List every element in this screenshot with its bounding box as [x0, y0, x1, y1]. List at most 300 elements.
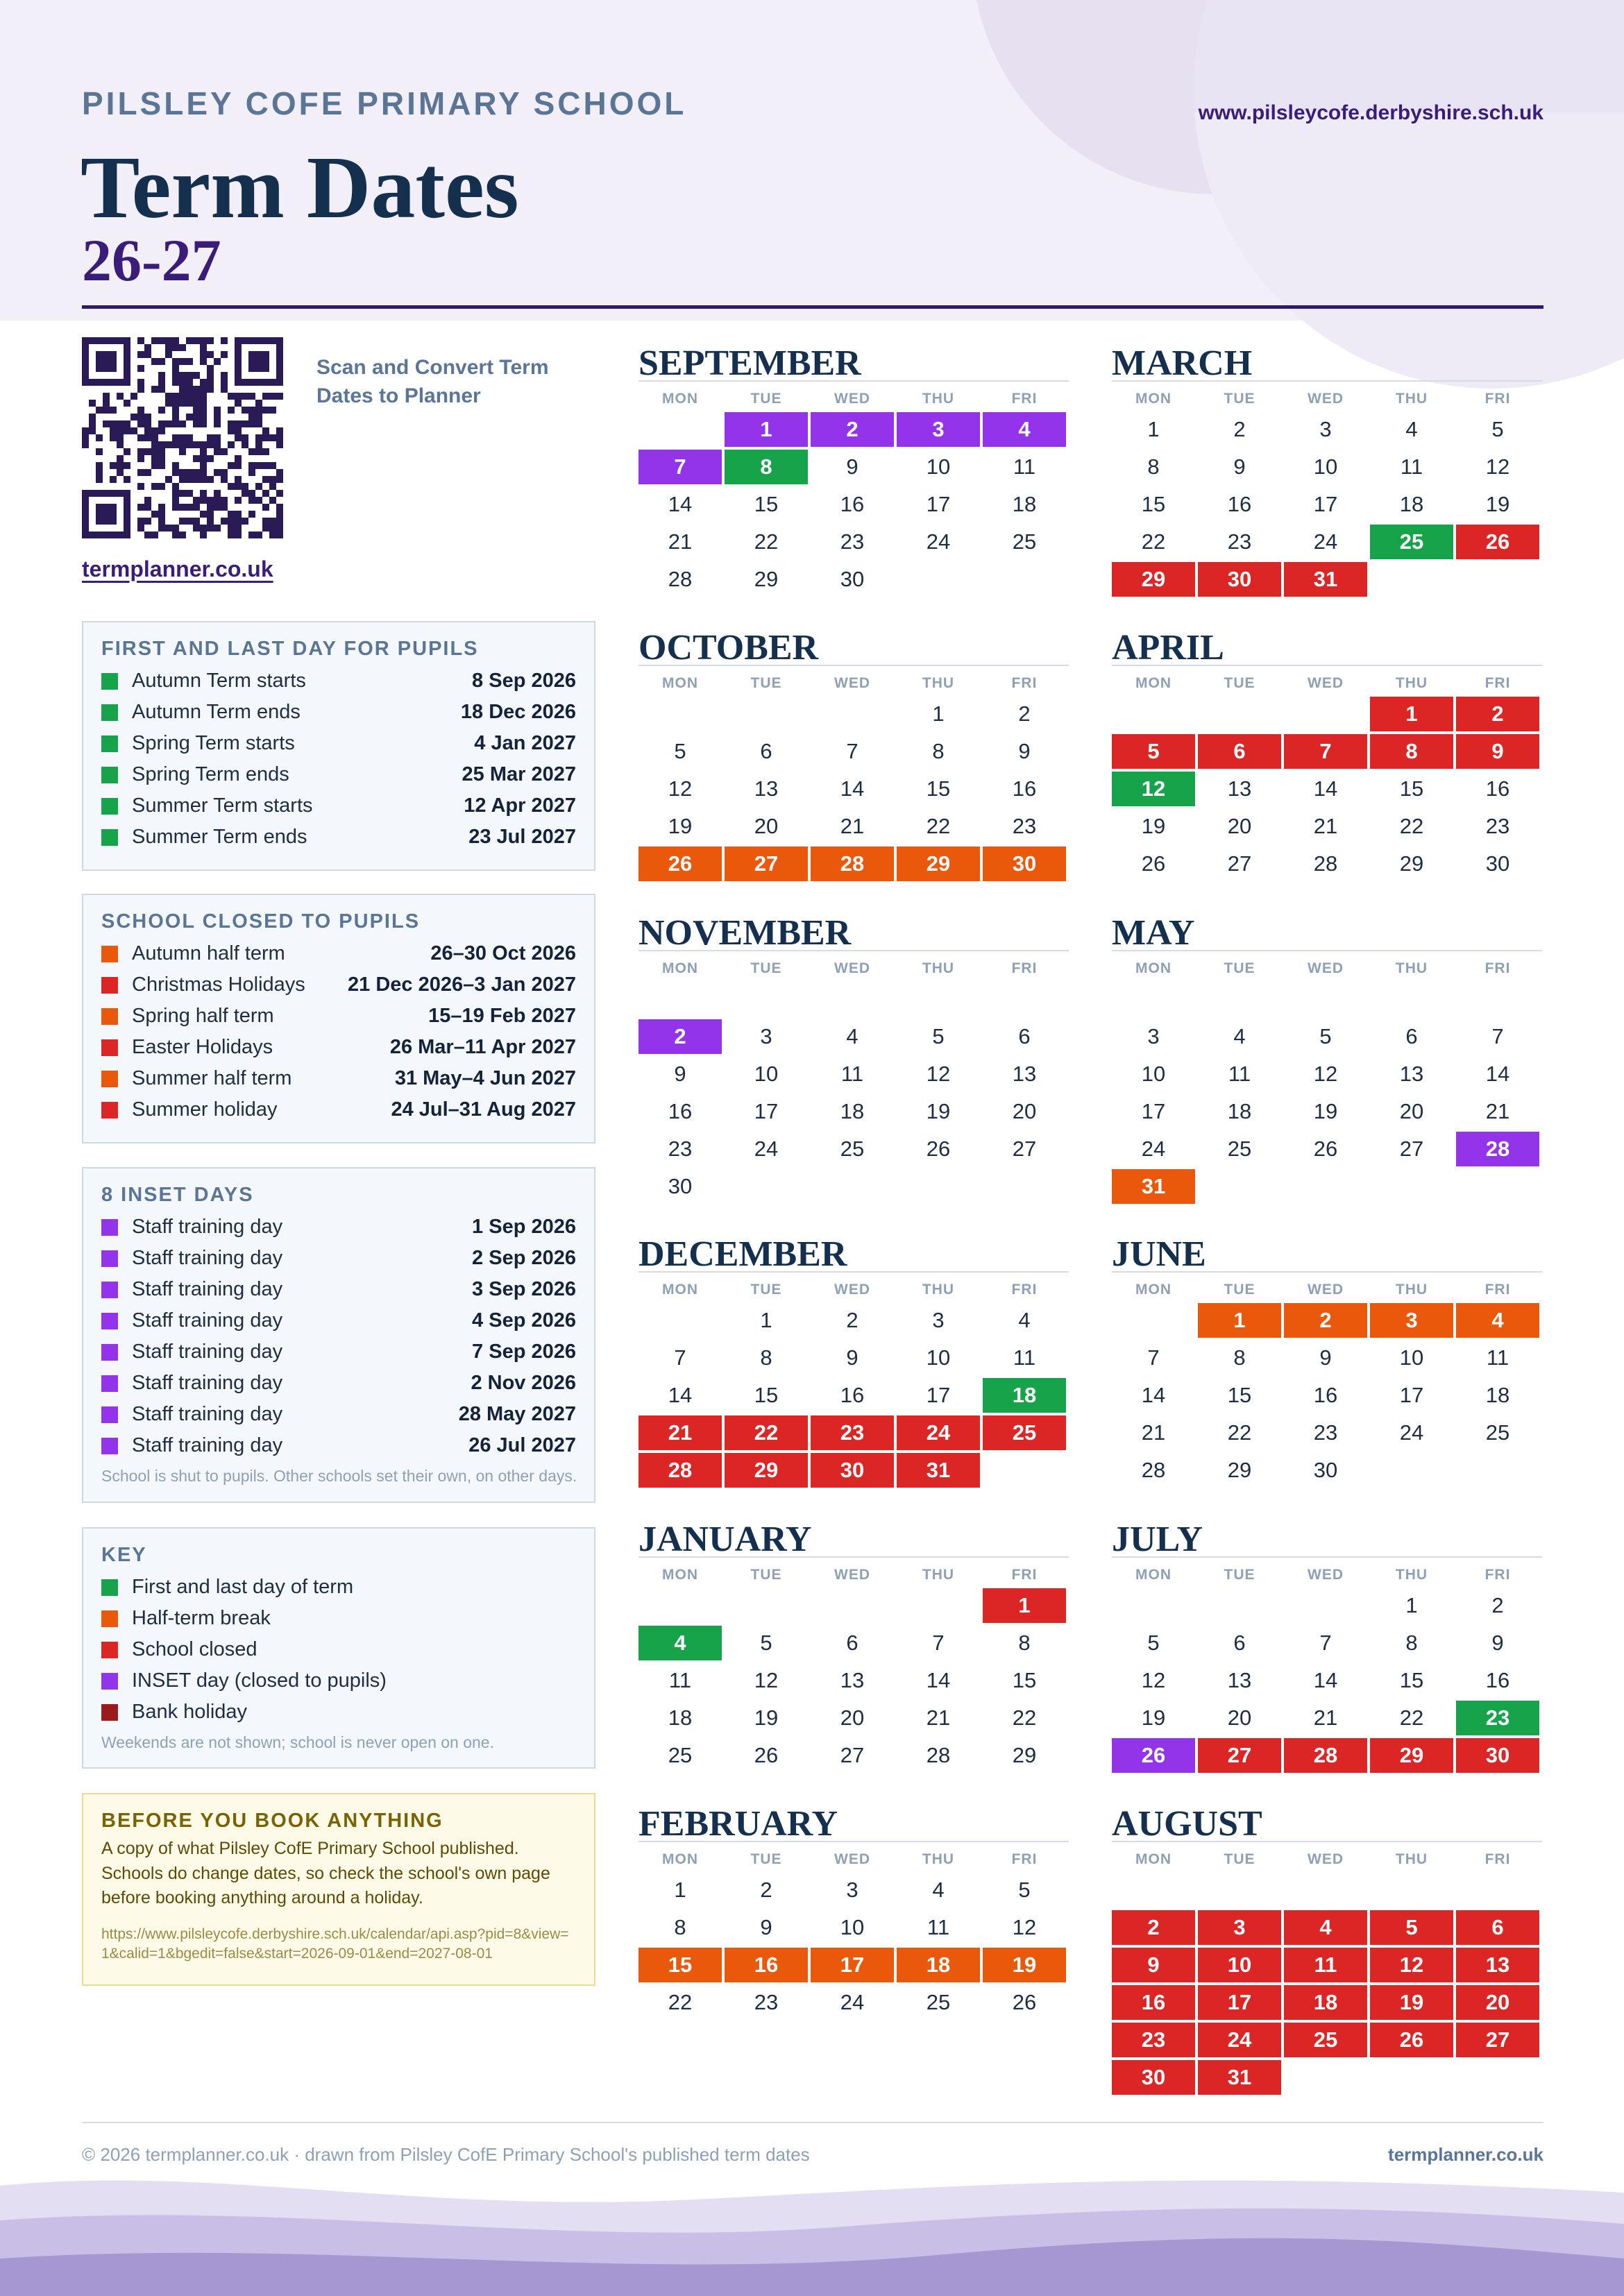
day-cell: 9: [846, 1345, 858, 1370]
day-cell: 4: [1284, 1910, 1367, 1945]
day-cell: 25: [1012, 529, 1037, 554]
day-cell: 20: [840, 1706, 865, 1730]
item-label: Staff training day: [132, 1403, 283, 1425]
weekday-header: TUE: [1224, 1851, 1255, 1867]
month-days: [1112, 955, 1542, 1207]
item-label: Staff training day: [132, 1216, 283, 1238]
day-cell: 11: [668, 1668, 692, 1692]
month-days: [638, 386, 1069, 599]
day-cell: 11: [927, 1915, 950, 1939]
day-cell: 21: [1485, 1099, 1510, 1123]
day-cell: 31: [897, 1453, 980, 1488]
day-cell: 28: [1141, 1458, 1166, 1482]
day-cell: 21: [1313, 1706, 1338, 1730]
day-cell: 8: [674, 1915, 686, 1939]
day-cell: [638, 982, 722, 1017]
weekday-header: THU: [922, 960, 955, 976]
weekday-header: THU: [922, 1282, 955, 1298]
day-cell: 23: [754, 1990, 779, 2014]
day-cell: 20: [1227, 814, 1252, 838]
day-cell: 17: [1198, 1985, 1281, 2020]
month-october: [638, 629, 1069, 884]
day-cell: 20: [1012, 1099, 1037, 1123]
day-cell: 30: [1456, 1738, 1539, 1773]
list-item: [101, 1032, 576, 1063]
item-date: 31 May–4 Jun 2027: [394, 1067, 576, 1089]
item-label: Staff training day: [132, 1309, 283, 1332]
day-cell: 18: [668, 1706, 693, 1730]
list-item: [101, 1211, 576, 1243]
panel-heading: KEY: [101, 1544, 147, 1566]
day-cell: 4: [1456, 1303, 1539, 1338]
day-cell: 19: [1370, 1985, 1453, 2020]
day-cell: 3: [1147, 1024, 1160, 1048]
color-swatch: [101, 1282, 118, 1298]
day-cell: [1456, 1169, 1539, 1204]
item-date: 26–30 Oct 2026: [430, 942, 576, 964]
weekday-header: FRI: [1485, 1567, 1511, 1583]
day-cell: 17: [1399, 1383, 1424, 1407]
day-cell: 22: [668, 1990, 693, 2014]
day-cell: 29: [754, 567, 779, 591]
month-days: [1112, 1846, 1542, 2098]
day-cell: 23: [668, 1137, 693, 1161]
panel-heading: BEFORE YOU BOOK ANYTHING: [101, 1810, 443, 1832]
day-cell: [725, 1169, 808, 1204]
day-cell: 2: [1018, 701, 1031, 726]
item-date: 28 May 2027: [458, 1403, 576, 1425]
day-cell: 23: [1456, 1701, 1539, 1735]
weekday-header: WED: [834, 1282, 870, 1298]
item-date: 4 Jan 2027: [474, 732, 576, 754]
day-cell: 29: [1227, 1458, 1252, 1482]
day-cell: 31: [1198, 2060, 1281, 2095]
weekday-header: MON: [1135, 391, 1172, 407]
day-cell: [1456, 1453, 1539, 1488]
day-cell: [638, 697, 722, 731]
weekday-header: MON: [1135, 675, 1172, 691]
weekday-header: MON: [1135, 960, 1172, 976]
day-cell: 27: [840, 1743, 865, 1767]
day-cell: 4: [932, 1878, 945, 1902]
day-cell: 5: [1370, 1910, 1453, 1945]
list-item: [101, 1697, 576, 1728]
day-cell: [638, 1303, 722, 1338]
month-days: [638, 1562, 1069, 1776]
footer-link[interactable]: termplanner.co.uk: [1388, 2144, 1543, 2165]
day-cell: 10: [1313, 454, 1338, 479]
day-cell: 11: [1284, 1948, 1367, 1982]
day-cell: 30: [983, 847, 1066, 881]
day-cell: 1: [1405, 1593, 1418, 1617]
day-cell: 13: [1399, 1062, 1424, 1086]
day-cell: 8: [760, 1345, 772, 1370]
list-item: [101, 1305, 576, 1336]
color-swatch: [101, 1704, 118, 1721]
day-cell: 20: [1227, 1706, 1252, 1730]
day-cell: 26: [638, 847, 722, 881]
day-cell: 24: [840, 1990, 865, 2014]
item-label: Spring Term ends: [132, 763, 289, 785]
day-cell: 1: [674, 1878, 686, 1902]
month-name: MAY: [1112, 914, 1542, 951]
day-cell: 30: [668, 1174, 693, 1198]
color-swatch: [101, 1610, 118, 1627]
weekday-header: TUE: [750, 1567, 782, 1583]
day-cell: [811, 697, 894, 731]
day-cell: 25: [668, 1743, 693, 1767]
day-cell: 17: [811, 1948, 894, 1982]
day-cell: 13: [840, 1668, 865, 1692]
day-cell: 1: [725, 412, 808, 447]
weekday-header: TUE: [1224, 1567, 1255, 1583]
day-cell: [1456, 982, 1539, 1017]
month-days: [1112, 386, 1542, 599]
weekday-header: THU: [1395, 1851, 1428, 1867]
weekday-header: TUE: [750, 1282, 782, 1298]
day-cell: 8: [1233, 1345, 1246, 1370]
day-cell: 15: [638, 1948, 722, 1982]
weekday-header: WED: [1308, 1567, 1344, 1583]
day-cell: 21: [1141, 1420, 1166, 1445]
day-cell: 19: [1141, 1706, 1166, 1730]
month-days: [638, 1277, 1069, 1490]
day-cell: 20: [1456, 1985, 1539, 2020]
color-swatch: [101, 1673, 118, 1690]
weekday-header: THU: [922, 1567, 955, 1583]
item-label: Spring Term starts: [132, 732, 295, 754]
day-cell: 17: [926, 492, 951, 516]
day-cell: 6: [1233, 1631, 1246, 1655]
item-date: 3 Sep 2026: [472, 1278, 576, 1300]
weekday-header: MON: [1135, 1851, 1172, 1867]
item-label: Staff training day: [132, 1341, 283, 1363]
weekday-header: WED: [834, 1567, 870, 1583]
day-cell: [1198, 1169, 1281, 1204]
day-cell: 21: [668, 529, 693, 554]
day-cell: 15: [1399, 1668, 1424, 1692]
day-cell: 12: [1370, 1948, 1453, 1982]
day-cell: 8: [725, 450, 808, 484]
day-cell: 21: [840, 814, 865, 838]
termplanner-link[interactable]: termplanner.co.uk: [82, 556, 273, 581]
day-cell: [1370, 1873, 1453, 1907]
day-cell: 1: [760, 1308, 772, 1332]
weekday-header: WED: [1308, 675, 1344, 691]
day-cell: 5: [1112, 734, 1195, 769]
day-cell: 2: [760, 1878, 772, 1902]
weekday-header: FRI: [1011, 1282, 1038, 1298]
day-cell: 27: [1399, 1137, 1424, 1161]
day-cell: 28: [1284, 1738, 1367, 1773]
day-cell: 1: [983, 1588, 1066, 1623]
day-cell: 18: [1227, 1099, 1252, 1123]
color-swatch: [101, 1642, 118, 1658]
month-days: [1112, 1277, 1542, 1490]
day-cell: 16: [1485, 1668, 1510, 1692]
day-cell: 10: [1198, 1948, 1281, 1982]
weekday-header: TUE: [750, 960, 782, 976]
list-item: [101, 1368, 576, 1399]
day-cell: 12: [1141, 1668, 1166, 1692]
day-cell: 22: [725, 1415, 808, 1450]
day-cell: 23: [1112, 2023, 1195, 2057]
list-item: [101, 697, 576, 728]
weekday-header: MON: [662, 1851, 698, 1867]
month-name: SEPTEMBER: [638, 344, 1069, 382]
day-cell: [1112, 1873, 1195, 1907]
day-cell: 1: [1198, 1303, 1281, 1338]
day-cell: 29: [725, 1453, 808, 1488]
day-cell: 24: [926, 529, 951, 554]
day-cell: 1: [1147, 417, 1160, 441]
day-cell: 12: [1112, 772, 1195, 806]
item-label: Autumn Term starts: [132, 670, 306, 692]
website-link[interactable]: www.pilsleycofe.derbyshire.sch.uk: [1198, 101, 1543, 124]
source-url[interactable]: https://www.pilsleycofe.derbyshire.sch.uk/calendar/api.asp?pid=8&view=1&calid=1&bgedit=false&start=2026-09-01&end=2027-08-01: [101, 1925, 569, 1962]
day-cell: 4: [846, 1024, 858, 1048]
color-swatch: [101, 1579, 118, 1596]
day-cell: 26: [754, 1743, 779, 1767]
weekday-header: THU: [1395, 1567, 1428, 1583]
day-cell: 26: [1112, 1738, 1195, 1773]
item-label: INSET day (closed to pupils): [132, 1669, 387, 1692]
day-cell: 3: [897, 412, 980, 447]
day-cell: 24: [1313, 529, 1338, 554]
day-cell: 24: [897, 1415, 980, 1450]
day-cell: 4: [638, 1626, 722, 1660]
day-cell: [1370, 1453, 1453, 1488]
month-september: [638, 344, 1069, 599]
day-cell: 6: [1018, 1024, 1031, 1048]
day-cell: [1284, 1169, 1367, 1204]
month-name: FEBRUARY: [638, 1805, 1069, 1842]
day-cell: 5: [760, 1631, 772, 1655]
day-cell: 10: [926, 454, 951, 479]
day-cell: 12: [1012, 1915, 1037, 1939]
day-cell: [983, 562, 1066, 597]
day-cell: 22: [926, 814, 951, 838]
month-name: DECEMBER: [638, 1235, 1069, 1273]
day-cell: 26: [1313, 1137, 1338, 1161]
day-cell: 9: [1491, 1631, 1504, 1655]
item-label: Half-term break: [132, 1607, 271, 1629]
color-swatch: [101, 1250, 118, 1267]
color-swatch: [101, 767, 118, 783]
day-cell: 2: [1456, 697, 1539, 731]
weekday-header: WED: [1308, 391, 1344, 407]
month-name: APRIL: [1112, 629, 1542, 666]
weekday-header: WED: [834, 1851, 870, 1867]
day-cell: 9: [1456, 734, 1539, 769]
panel-heading: 8 INSET DAYS: [101, 1184, 254, 1206]
day-cell: 12: [668, 776, 693, 801]
list-item: [101, 790, 576, 822]
day-cell: 17: [926, 1383, 951, 1407]
month-february: [638, 1805, 1069, 2023]
color-swatch: [101, 946, 118, 962]
day-cell: 14: [1141, 1383, 1166, 1407]
month-days: [1112, 670, 1542, 884]
list-item: [101, 1274, 576, 1305]
weekday-header: TUE: [750, 675, 782, 691]
weekday-header: FRI: [1011, 960, 1038, 976]
day-cell: 3: [1198, 1910, 1281, 1945]
day-cell: 12: [754, 1668, 779, 1692]
day-cell: 18: [1284, 1985, 1367, 2020]
day-cell: 24: [1399, 1420, 1424, 1445]
day-cell: 1: [932, 701, 945, 726]
inset-note: School is shut to pupils. Other schools set their own, on other days.: [101, 1467, 577, 1485]
month-name: JANUARY: [638, 1520, 1069, 1558]
list-item: [101, 938, 576, 969]
day-cell: [897, 562, 980, 597]
month-days: [638, 670, 1069, 884]
day-cell: 30: [840, 567, 865, 591]
key-panel: [82, 1527, 595, 1769]
day-cell: 29: [1112, 562, 1195, 597]
day-cell: [1370, 562, 1453, 597]
day-cell: 6: [760, 739, 772, 763]
list-item: [101, 822, 576, 853]
day-cell: 10: [1399, 1345, 1424, 1370]
day-cell: 19: [926, 1099, 951, 1123]
day-cell: 7: [638, 450, 722, 484]
day-cell: 23: [1012, 814, 1037, 838]
list-item: [101, 759, 576, 790]
day-cell: 23: [1313, 1420, 1338, 1445]
day-cell: 25: [840, 1137, 865, 1161]
day-cell: 31: [1284, 562, 1367, 597]
day-cell: 13: [754, 776, 779, 801]
panel-heading: FIRST AND LAST DAY FOR PUPILS: [101, 638, 479, 660]
school-name: PILSLEY COFE PRIMARY SCHOOL: [82, 85, 687, 121]
day-cell: 16: [725, 1948, 808, 1982]
day-cell: [1370, 1169, 1453, 1204]
day-cell: 9: [1018, 739, 1031, 763]
weekday-header: FRI: [1485, 391, 1511, 407]
day-cell: 27: [725, 847, 808, 881]
color-swatch: [101, 735, 118, 752]
day-cell: 7: [1491, 1024, 1504, 1048]
color-swatch: [101, 977, 118, 994]
list-item: [101, 1336, 576, 1368]
day-cell: 19: [1313, 1099, 1338, 1123]
day-cell: 24: [754, 1137, 779, 1161]
day-cell: 13: [1227, 1668, 1252, 1692]
day-cell: 4: [1233, 1024, 1246, 1048]
item-label: Staff training day: [132, 1247, 283, 1269]
item-date: 18 Dec 2026: [460, 701, 576, 723]
academic-year: 26-27: [82, 227, 221, 294]
day-cell: 14: [1313, 1668, 1338, 1692]
day-cell: [1112, 1303, 1195, 1338]
day-cell: [811, 1169, 894, 1204]
day-cell: 3: [932, 1308, 945, 1332]
day-cell: 16: [1313, 1383, 1338, 1407]
day-cell: 25: [926, 1990, 951, 2014]
item-label: Spring half term: [132, 1005, 274, 1027]
day-cell: 28: [1456, 1132, 1539, 1166]
day-cell: 14: [668, 492, 693, 516]
day-cell: 14: [1313, 776, 1338, 801]
item-label: Staff training day: [132, 1434, 283, 1456]
day-cell: 21: [1313, 814, 1338, 838]
day-cell: 9: [846, 454, 858, 479]
day-cell: 19: [983, 1948, 1066, 1982]
month-april: [1112, 629, 1542, 884]
list-item: [101, 1001, 576, 1032]
day-cell: 28: [811, 847, 894, 881]
day-cell: 14: [926, 1668, 951, 1692]
day-cell: 15: [754, 492, 779, 516]
day-cell: 9: [674, 1062, 686, 1086]
day-cell: 7: [1284, 734, 1367, 769]
day-cell: 16: [840, 1383, 865, 1407]
weekday-header: TUE: [750, 391, 782, 407]
decorative-waves: [0, 2172, 1624, 2296]
header-divider: [82, 305, 1543, 309]
day-cell: [1456, 562, 1539, 597]
item-date: 26 Mar–11 Apr 2027: [389, 1036, 576, 1058]
day-cell: 18: [983, 1378, 1066, 1413]
day-cell: [725, 1588, 808, 1623]
day-cell: [811, 982, 894, 1017]
list-item: [101, 665, 576, 697]
day-cell: 2: [1491, 1593, 1504, 1617]
day-cell: [1198, 1588, 1281, 1623]
day-cell: 30: [1313, 1458, 1338, 1482]
key-note: Weekends are not shown; school is never open on one.: [101, 1733, 494, 1751]
day-cell: 16: [668, 1099, 693, 1123]
weekday-header: WED: [834, 960, 870, 976]
weekday-header: WED: [834, 675, 870, 691]
day-cell: 9: [1233, 454, 1246, 479]
qr-code-icon[interactable]: [82, 337, 283, 538]
weekday-header: FRI: [1485, 675, 1511, 691]
day-cell: 13: [1227, 776, 1252, 801]
day-cell: 22: [754, 529, 779, 554]
weekday-header: FRI: [1011, 1567, 1038, 1583]
day-cell: [1284, 1588, 1367, 1623]
day-cell: [1370, 982, 1453, 1017]
color-swatch: [101, 1313, 118, 1329]
day-cell: 17: [1141, 1099, 1166, 1123]
item-label: Staff training day: [132, 1278, 283, 1300]
weekday-header: FRI: [1485, 1282, 1511, 1298]
day-cell: 10: [754, 1062, 779, 1086]
day-cell: 28: [638, 1453, 722, 1488]
day-cell: 27: [1227, 851, 1252, 876]
list-item: [101, 1634, 576, 1665]
day-cell: 29: [1370, 1738, 1453, 1773]
weekday-header: WED: [1308, 1851, 1344, 1867]
day-cell: 10: [1141, 1062, 1166, 1086]
day-cell: [983, 1169, 1066, 1204]
item-label: Christmas Holidays: [132, 973, 305, 996]
day-cell: 8: [1370, 734, 1453, 769]
day-cell: 3: [846, 1878, 858, 1902]
day-cell: 18: [1012, 492, 1037, 516]
item-label: Summer Term starts: [132, 794, 313, 817]
day-cell: [811, 1588, 894, 1623]
color-swatch: [101, 1008, 118, 1025]
item-label: Summer Term ends: [132, 826, 307, 848]
item-date: 12 Apr 2027: [464, 794, 576, 817]
item-date: 7 Sep 2026: [472, 1341, 576, 1363]
month-name: AUGUST: [1112, 1805, 1542, 1842]
month-days: [1112, 1562, 1542, 1776]
